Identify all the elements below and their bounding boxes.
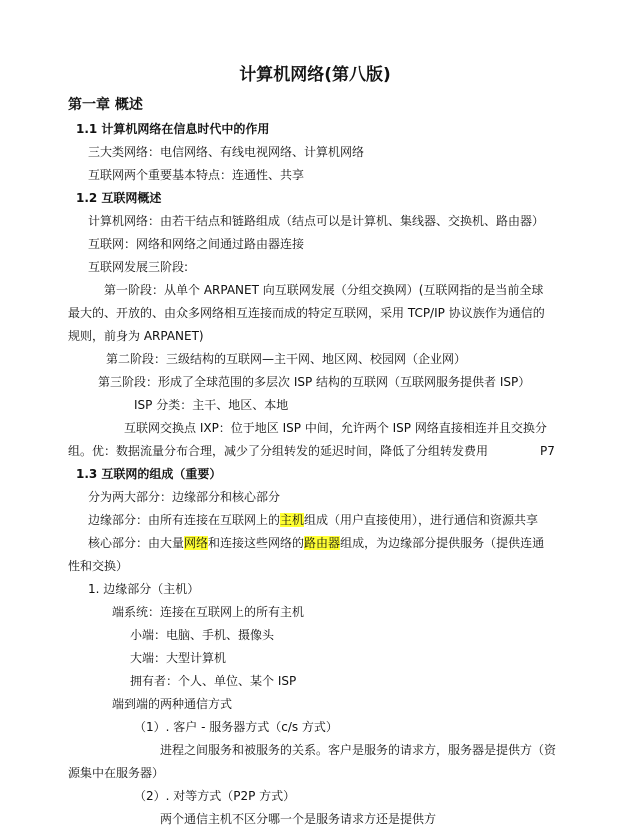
text-line: 小端：电脑、手机、摄像头 bbox=[130, 628, 275, 642]
text-line: （1）. 客户 - 服务器方式（c/s 方式） bbox=[134, 720, 338, 734]
text-line: 两个通信主机不区分哪一个是服务请求方还是提供方 bbox=[160, 812, 437, 826]
text-line: 三大类网络：电信网络、有线电视网络、计算机网络 bbox=[88, 145, 365, 159]
text-line: 互联网：网络和网络之间通过路由器连接 bbox=[88, 237, 305, 251]
text-line: 分为两大部分：边缘部分和核心部分 bbox=[88, 490, 281, 504]
text-line: 大端：大型计算机 bbox=[130, 651, 227, 665]
text-line bbox=[88, 512, 538, 528]
text-line: 端系统：连接在互联网上的所有主机 bbox=[112, 605, 305, 619]
text-line: 进程之间服务和被服务的关系。客户是服务的请求方，服务器是提供方（资 bbox=[160, 743, 557, 757]
text-line bbox=[88, 535, 544, 551]
text-line: 互联网交换点 IXP：位于地区 ISP 中间，允许两个 ISP 网络直接相连并且交换分 bbox=[124, 421, 547, 435]
text-line: 计算机网络：由若干结点和链路组成（结点可以是计算机、集线器、交换机、路由器） bbox=[88, 214, 545, 228]
text-line: 性和交换） bbox=[68, 559, 129, 573]
text-line: 端到端的两种通信方式 bbox=[112, 697, 233, 711]
text-line: 最大的、开放的、由众多网络相互连接而成的特定互联网，采用 TCP/IP 协议族作为通信的 bbox=[68, 306, 545, 320]
text-line: 拥有者：个人、单位、某个 ISP bbox=[130, 674, 297, 688]
section-heading-1-1: 1.1 计算机网络在信息时代中的作用 bbox=[76, 122, 270, 136]
text-line: 源集中在服务器） bbox=[68, 766, 165, 780]
text-segment: 边缘部分：由所有连接在互联网上的 bbox=[88, 513, 281, 527]
text-line: 组。优：数据流量分布合理，减少了分组转发的延迟时间，降低了分组转发费用 bbox=[68, 444, 489, 458]
text-segment: 核心部分：由大量 bbox=[88, 536, 185, 550]
text-line: （2）. 对等方式（P2P 方式） bbox=[134, 789, 296, 803]
text-line: 第三阶段：形成了全球范围的多层次 ISP 结构的互联网（互联网服务提供者 ISP） bbox=[98, 375, 531, 389]
text-line: 互联网发展三阶段: bbox=[88, 260, 189, 274]
page-reference: P7 bbox=[540, 444, 555, 458]
highlighted-term: 路由器 bbox=[304, 536, 341, 550]
section-heading-1-3: 1.3 互联网的组成（重要） bbox=[76, 467, 222, 481]
section-heading-1-2: 1.2 互联网概述 bbox=[76, 191, 162, 205]
highlighted-term: 网络 bbox=[184, 536, 209, 550]
document-title: 计算机网络(第八版) bbox=[239, 65, 391, 85]
highlighted-term: 主机 bbox=[280, 513, 305, 527]
text-line: 规则，前身为 ARPANET) bbox=[68, 329, 204, 343]
text-line: ISP 分类：主干、地区、本地 bbox=[134, 398, 289, 412]
text-line: 第一阶段：从单个 ARPANET 向互联网发展（分组交换网）(互联网指的是当前全球 bbox=[104, 283, 544, 297]
text-segment: 和连接这些网络的 bbox=[208, 536, 305, 550]
text-line: 第二阶段：三级结构的互联网—主干网、地区网、校园网（企业网） bbox=[106, 352, 467, 366]
chapter-heading: 第一章 概述 bbox=[68, 97, 143, 113]
text-segment: 组成，为边缘部分提供服务（提供连通 bbox=[340, 536, 545, 550]
text-segment: 组成（用户直接使用），进行通信和资源共享 bbox=[304, 513, 539, 527]
text-line: 1. 边缘部分（主机） bbox=[88, 582, 200, 596]
text-line: 互联网两个重要基本特点：连通性、共享 bbox=[88, 168, 305, 182]
